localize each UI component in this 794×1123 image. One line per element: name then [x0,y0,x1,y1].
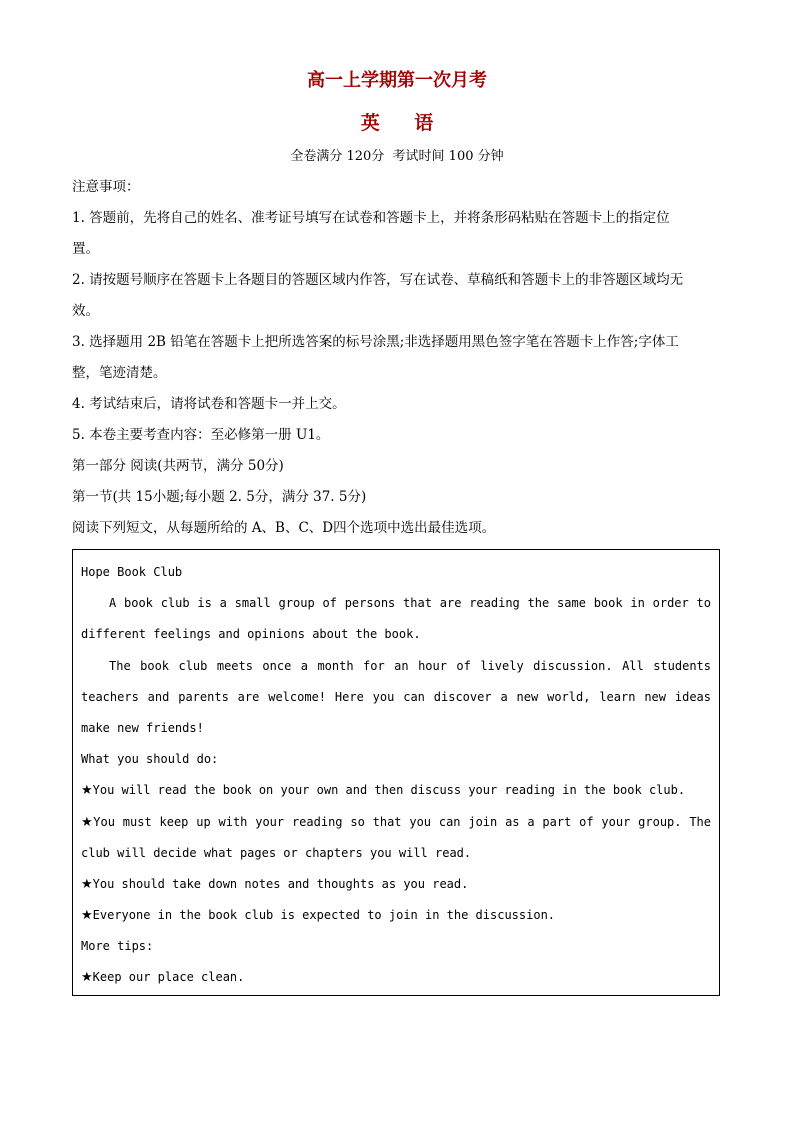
notes-section [72,172,722,451]
star-icon: ★ [81,876,93,892]
section-part-heading: 第一部分 阅读(共两节，满分 50分) [72,458,284,474]
exam-title: 高一上学期第一次月考 [307,70,487,91]
score-info: 全卷满分 120分 考试时间 100 分钟 [290,149,504,164]
todo-item [81,900,711,931]
note-line: 4. 考试结束后，请将试卷和答题卡一并上交。 [72,396,346,412]
star-icon: ★ [81,970,93,986]
notes-heading: 注意事项： [72,179,140,195]
passage-line: teachers and parents are welcome! Here you can discover a new world, learn new ideas [81,689,711,704]
todo-item [81,807,711,838]
tip-text: Keep our place clean. [92,970,245,985]
todo-text: You should take down notes and thoughts as you read. [92,876,469,891]
todo-item [81,869,711,900]
note-line: 置。 [72,241,99,257]
passage-line: club will decide what pages or chapters you will read. [81,845,472,860]
todo-text: You will read the book on your own and then discuss your reading in the book club. [92,783,686,798]
todo-text: You must keep up with your reading so that you can join as a part of your group. The [93,814,711,829]
passage-box [72,549,720,996]
section-sub-heading: 第一节(共 15小题;每小题 2. 5分，满分 37. 5分) [72,489,367,505]
note-line: 2. 请按题号顺序在答题卡上各题目的答题区域内作答，写在试卷、草稿纸和答题卡上的非答题区域均无 [72,272,684,288]
exam-page [72,66,722,544]
passage-line: different feelings and opinions about the book. [81,627,421,642]
note-line: 效。 [72,303,99,319]
note-line: 5. 本卷主要考查内容：至必修第一册 U1。 [72,427,330,443]
note-line: 3. 选择题用 2B 铅笔在答题卡上把所选答案的标号涂黑;非选择题用黑色签字笔在答题卡上作答;字体工 [72,334,679,350]
passage-line: make new friends! [81,720,204,735]
passage-title: Hope Book Club [81,565,183,579]
note-line: 整，笔迹清楚。 [72,365,167,381]
tips-heading: More tips: [81,939,154,954]
note-line: 1. 答题前，先将自己的姓名、准考证号填写在试卷和答题卡上，并将条形码粘贴在答题卡上的指定位 [72,210,670,226]
todo-text: Everyone in the book club is expected to join in the discussion. [92,908,556,923]
section-instruction: 阅读下列短文，从每题所给的 A、B、C、D四个选项中选出最佳选项。 [72,520,496,536]
subject-title: 英 语 [360,112,448,134]
passage-line: The book club meets once a month for an hour of lively discussion. All students [109,658,711,673]
star-icon: ★ [81,814,94,830]
star-icon: ★ [81,908,93,924]
todo-heading: What you should do: [81,752,219,767]
tip-item [81,962,711,993]
star-icon: ★ [81,783,93,799]
passage-line: A book club is a small group of persons that are reading the same book in order to [109,596,711,611]
todo-item [81,775,711,806]
